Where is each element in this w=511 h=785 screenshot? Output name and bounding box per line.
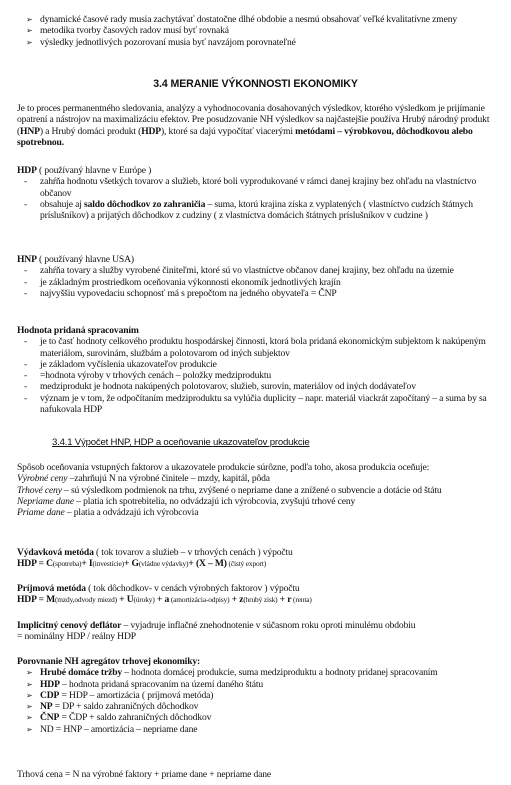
prijmova-block xyxy=(0,583,511,606)
list-item: - najvyššiu vypovedaciu schopnosť má s prepočtom na jedného obyvateľa = ČNP xyxy=(24,287,337,299)
list-item: ➢ metodika tvorby časových radov musí byť rovnaká xyxy=(26,25,229,37)
final-line: Trhová cena = N na výrobné faktory + priame dane + nepriame dane xyxy=(17,769,272,780)
list-item: - zahŕňa hodnotu všetkých tovarov a služieb, ktoré boli vyprodukované v rámci danej krajiny bez ohľadu na vlastníctvo občanov xyxy=(24,176,477,199)
arrow-bullet-icon: ➢ xyxy=(26,15,33,24)
nepriame-dane: Nepriame dane – platia ich spotrebitelia, no odvádzajú ich výrobcovia, zvyšujú trhové ceny xyxy=(17,495,356,507)
list-item: - je základom vyčíslenia ukazovateľov produkcie xyxy=(24,358,217,370)
pridana-heading: Hodnota pridaná spracovaním xyxy=(17,325,139,336)
trhove-ceny: Trhové ceny – sú výsledkom podmienok na trhu, zvýšené o nepriame dane a znížené o subvencie a dotácie od štátu xyxy=(17,484,442,496)
list-item: - je to časť hodnoty celkového produktu hospodárskej činnosti, ktorá bola pridaná ekonomickým subjektom k nakúpeným materiálom, surovinám, službám a polotovarom od iných subjektov xyxy=(24,336,486,359)
deflator-block xyxy=(0,620,511,643)
arrow-bullet-icon: ➢ xyxy=(26,690,33,700)
vydavkova-formula: HDP = C(spotreba)+ I(investície)+ G(vládne výdavky)+ (X – M) (čistý export) xyxy=(17,558,267,570)
prijmova-heading: Príjmová metóda ( tok dôchodkov- v cenách výrobných faktorov ) výpočtu xyxy=(17,583,300,594)
deflator-line: Implicitný cenový deflátor – vyjadruje inflačné znehodnotenie v súčasnom roku oproti minulému obdobiu xyxy=(17,620,416,631)
section-title: 3.4 MERANIE VÝKONNOSTI EKONOMIKY xyxy=(153,78,358,90)
list-item: ➢ dynamické časové rady musia zachytávať dostatočne dlhé obdobie a nesmú obsahovať veľké kvalitatívne zmeny xyxy=(26,14,457,25)
intro-bullets xyxy=(0,14,511,48)
list-item: ➢ CDP = HDP – amortizácia ( príjmová metóda) xyxy=(26,689,214,701)
vyrobne-ceny: Výrobné ceny –zahrňujú N na výrobné činitele – mzdy, kapitál, pôda xyxy=(17,473,270,485)
deflator-formula: = nominálny HDP / reálny HDP xyxy=(17,631,136,643)
porovnanie-heading: Porovnanie NH agregátov trhovej ekonomiky: xyxy=(17,656,201,667)
arrow-bullet-icon: ➢ xyxy=(26,668,33,678)
hnp-heading: HNP ( používaný hlavne USA) xyxy=(17,254,134,265)
list-item: ➢ HDP – hodnota pridaná spracovaním na území daného štátu xyxy=(26,678,264,690)
porovnanie-block xyxy=(0,656,511,735)
list-item: ➢ ČNP = ČDP + saldo zahraničných dôchodkov xyxy=(26,712,212,724)
list-item: - je základným prostriedkom oceňovania výkonnosti ekonomík jednotlivých krajín xyxy=(24,276,341,288)
arrow-bullet-icon: ➢ xyxy=(26,702,33,712)
section-title-wrap xyxy=(0,79,511,90)
arrow-bullet-icon: ➢ xyxy=(26,26,33,36)
list-item: - obsahuje aj saldo dôchodkov zo zahraničia – suma, ktorú krajina získa z vyplatených ( vlastníctvo cudzích štátnych príslušníkov) a prijatých dôchodkov z cudziny ( z vlastníctva domácich štátnych príslušníkov v cudzine ) xyxy=(24,198,473,222)
list-item: ➢ NP = DP + saldo zahraničných dôchodkov xyxy=(26,701,199,713)
prijmova-formula: HDP = M(mzdy,odvody miezd) + U(úroky) + a (amortizácia-odpisy) + z(hrubý zisk) + r (renta) xyxy=(17,594,312,606)
hdp-block xyxy=(0,165,511,221)
hdp-heading: HDP ( používaný hlavne v Európe ) xyxy=(17,165,152,176)
list-item: ➢ ND = HNP – amortizácia – nepriame dane xyxy=(26,723,198,735)
pridana-block xyxy=(0,325,511,415)
intro-paragraph: Je to proces permanentného sledovania, analýzy a vyhodnocovania dosahovaných výsledkov, ktorého výsledkom je prijímanie opatrení a nástrojov na maximalizáciu efektov. Pre posudzovanie NH výsledkov sa najčastejšie používa Hrubý národný produkt (HNP) a Hrubý domáci produkt (HDP), ktoré sa dajú vypočítať viacerými metódami – výrobkovou, dôchodkovou alebo spotrebnou. xyxy=(17,103,490,148)
vydavkova-block xyxy=(0,547,511,570)
arrow-bullet-icon: ➢ xyxy=(26,37,33,47)
hnp-block xyxy=(0,254,511,299)
list-item: - zahŕňa tovary a služby vyrobené činiteľmi, ktoré sú vo vlastníctve občanov danej krajiny, bez ohľadu na územie xyxy=(24,265,454,277)
list-item: ➢ výsledky jednotlivých pozorovaní musia byť navzájom porovnateľné xyxy=(26,36,296,48)
arrow-bullet-icon: ➢ xyxy=(26,713,33,723)
ocenovanie-block xyxy=(0,462,511,518)
list-item: ➢ Hrubé domáce tržby – hodnota domácej produkcie, suma medziproduktu a hodnoty pridanej spracovaním xyxy=(26,667,438,679)
ocenovanie-intro: Spôsob oceňovania vstupných faktorov a ukazovatele produkcie súrôzne, podľa toho, akosa produkcia oceňuje: xyxy=(17,462,430,473)
list-item: - význam je v tom, že odpočítaním medziproduktu sa vylúčia duplicity – napr. materiál viackrát započítaný – a suma by sa nafukovala HDP xyxy=(24,392,487,416)
vydavkova-heading: Výdavková metóda ( tok tovarov a služieb – v trhových cenách ) výpočtu xyxy=(17,547,293,558)
priame-dane: Priame dane – platia a odvádzajú ich výrobcovia xyxy=(17,507,199,519)
list-item: - =hodnota výroby v trhových cenách – položky medziproduktu xyxy=(24,370,272,382)
arrow-bullet-icon: ➢ xyxy=(26,724,33,734)
subsection-title: 3.4.1 Výpočet HNP, HDP a oceňovanie ukazovateľov produkcie xyxy=(52,437,310,448)
subsection-title-wrap xyxy=(0,437,511,448)
arrow-bullet-icon: ➢ xyxy=(26,679,33,689)
list-item: - medziprodukt je hodnota nakúpených polotovarov, služieb, surovín, materiálov od iných dodávateľov xyxy=(24,381,416,393)
